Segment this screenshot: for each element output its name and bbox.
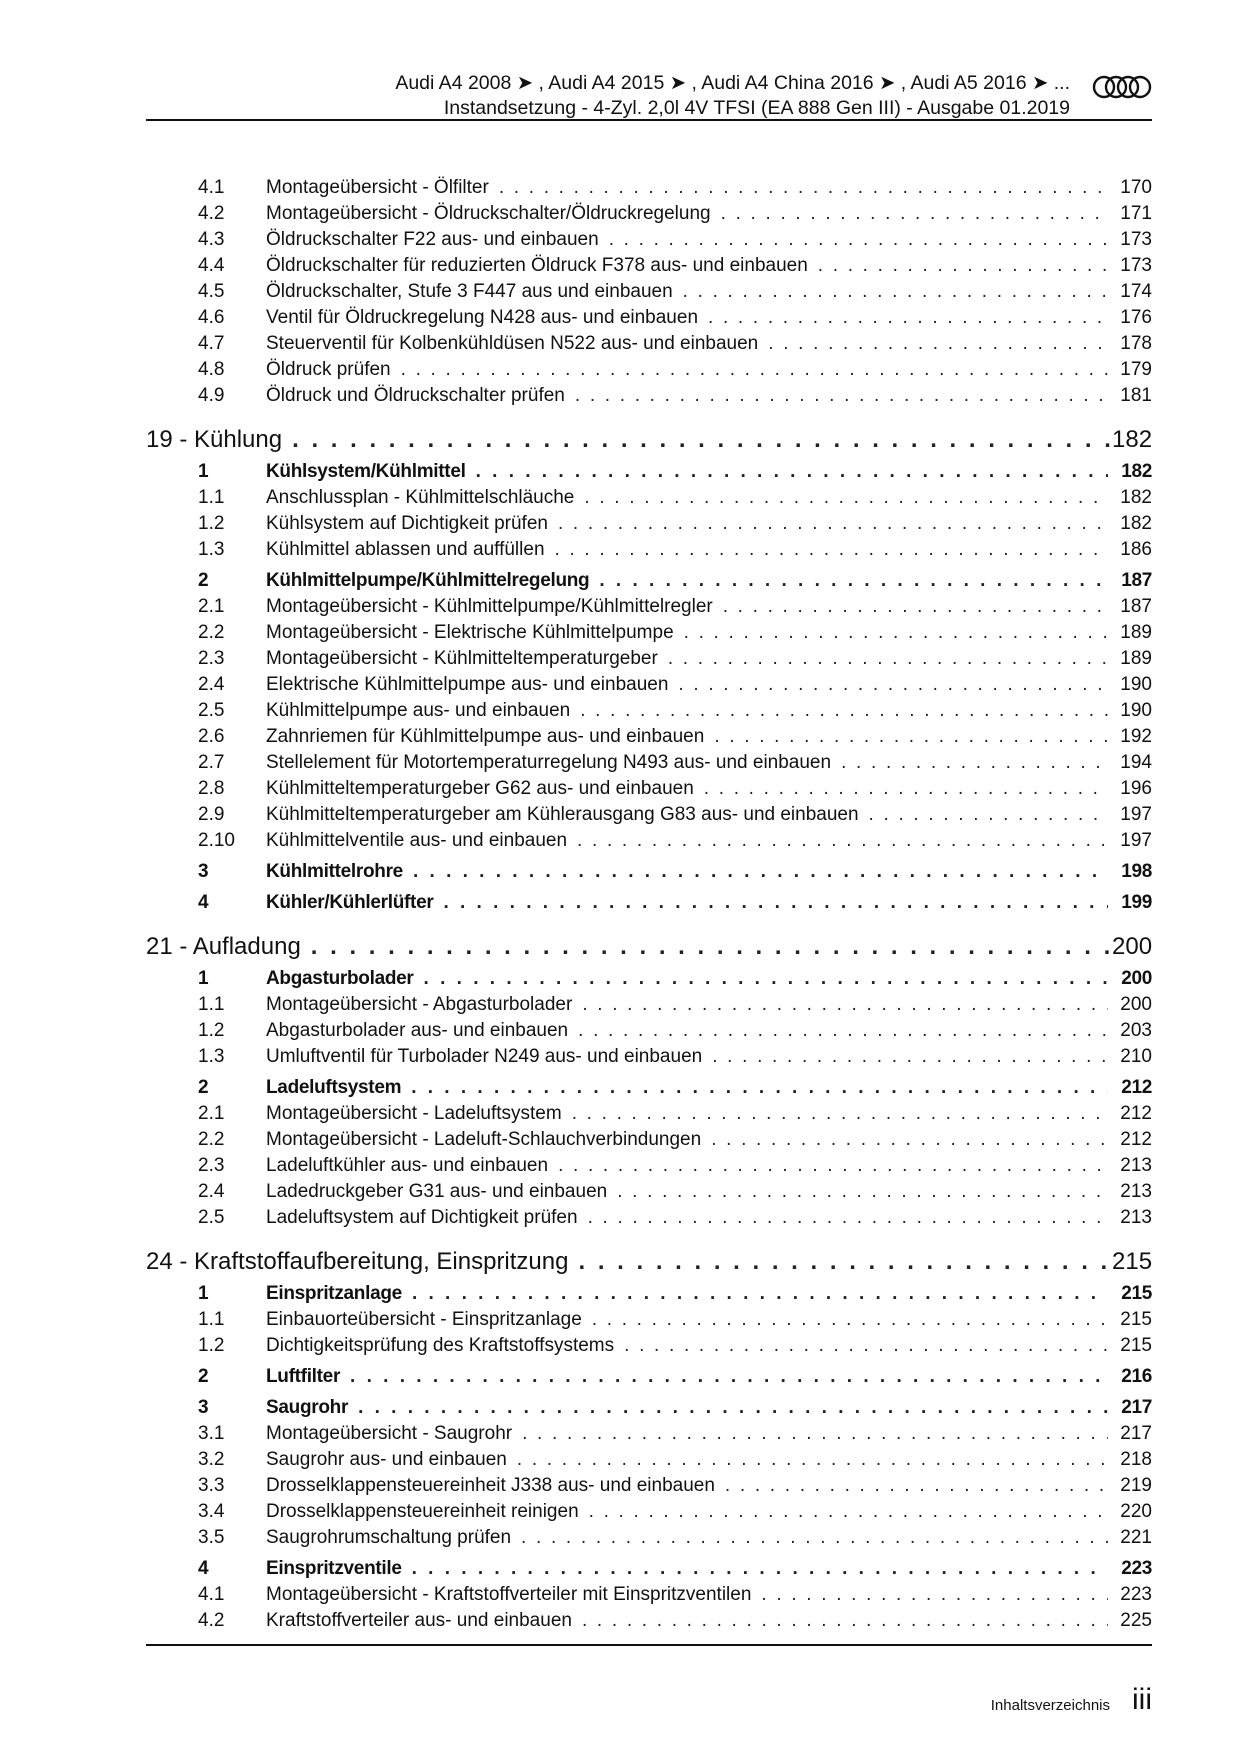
toc-entry-number: 2.1 <box>198 1103 225 1124</box>
toc-leader-dots <box>582 1610 1108 1632</box>
toc-subsection[interactable] <box>146 1473 1152 1499</box>
toc-subsection[interactable] <box>146 776 1152 802</box>
toc-leader-dots <box>588 1207 1108 1229</box>
toc-entry-title: Steuerventil für Kolbenkühldüsen N522 aus- und einbauen <box>266 333 759 354</box>
toc-entry-title: Öldruck und Öldruckschalter prüfen <box>266 385 565 406</box>
toc-section[interactable] <box>146 859 1152 885</box>
toc-entry-title: Kühlmittelventile aus- und einbauen <box>266 830 568 851</box>
toc-entry-title: Kühlmittelrohre <box>266 861 403 882</box>
toc-subsection[interactable] <box>146 1307 1152 1333</box>
toc-leader-dots <box>558 513 1108 535</box>
toc-entry-title: Montageübersicht - Kraftstoffverteiler mit Einspritzventilen <box>266 1584 752 1605</box>
toc-chapter[interactable] <box>146 933 1152 961</box>
toc-entry-page: 182 <box>1112 426 1153 453</box>
toc-entry-number: 3.1 <box>198 1423 225 1444</box>
toc-entry-page: 200 <box>1112 933 1153 960</box>
toc-leader-dots <box>580 700 1108 722</box>
toc-subsection[interactable] <box>146 1608 1152 1634</box>
toc-entry-number: 1 <box>198 1283 209 1304</box>
toc-entry-number: 1 <box>198 461 209 482</box>
toc-entry-number: 2.1 <box>198 596 225 617</box>
toc-entry-page: 212 <box>1120 1103 1152 1124</box>
toc-leader-dots <box>578 1020 1108 1042</box>
toc-entry-title: Montageübersicht - Kühlmitteltemperaturgeber <box>266 648 658 669</box>
toc-entry-title: Abgasturbolader <box>266 968 414 989</box>
toc-entry-title: Montageübersicht - Elektrische Kühlmittelpumpe <box>266 622 674 643</box>
toc-entry-title: Anschlussplan - Kühlmittelschläuche <box>266 487 575 508</box>
toc-entry-page: 194 <box>1120 752 1152 773</box>
toc-entry-title: Ladedruckgeber G31 aus- und einbauen <box>266 1181 608 1202</box>
toc-leader-dots <box>721 203 1108 225</box>
toc-entry-page: 190 <box>1120 700 1152 721</box>
toc-entry-title: Zahnriemen für Kühlmittelpumpe aus- und einbauen <box>266 726 705 747</box>
header-divider <box>146 119 1152 121</box>
toc-subsection[interactable] <box>146 646 1152 672</box>
toc-entry-number: 4 <box>198 1558 209 1579</box>
toc-entry-title: Dichtigkeitsprüfung des Kraftstoffsystems <box>266 1335 615 1356</box>
toc-entry-page: 174 <box>1120 281 1152 302</box>
toc-entry-number: 4.1 <box>198 177 225 198</box>
toc-entry-page: 215 <box>1120 1309 1152 1330</box>
toc-entry-number: 2 <box>198 1366 209 1387</box>
toc-entry-page: 212 <box>1120 1129 1152 1150</box>
toc-entry-title: Öldruckschalter für reduzierten Öldruck F378 aus- und einbauen <box>266 255 808 276</box>
toc-entry-title: Öldruckschalter F22 aus- und einbauen <box>266 229 599 250</box>
toc-entry-number: 3.4 <box>198 1501 225 1522</box>
toc-entry-number: 2.8 <box>198 778 225 799</box>
toc-entry-number: 1.1 <box>198 994 225 1015</box>
toc-entry-number: 4.1 <box>198 1584 225 1605</box>
toc-leader-dots <box>592 1309 1108 1331</box>
toc-leader-dots <box>401 359 1108 381</box>
toc-entry-number: 1.2 <box>198 513 225 534</box>
toc-entry-number: 4 <box>198 892 209 913</box>
toc-leader-dots <box>725 1475 1108 1497</box>
toc-leader-dots <box>869 804 1108 826</box>
toc-subsection[interactable] <box>146 253 1152 279</box>
toc-subsection[interactable] <box>146 992 1152 1018</box>
toc-entry-page: 212 <box>1121 1077 1152 1098</box>
toc-leader-dots <box>589 1501 1108 1523</box>
toc-subsection[interactable] <box>146 672 1152 698</box>
toc-subsection[interactable] <box>146 1044 1152 1070</box>
toc-entry-title: Öldruckschalter, Stufe 3 F447 aus und einbauen <box>266 281 673 302</box>
toc-leader-dots <box>582 994 1108 1016</box>
toc-entry-page: 220 <box>1120 1501 1152 1522</box>
toc-entry-title: Stellelement für Motortemperaturregelung N493 aus- und einbauen <box>266 752 832 773</box>
toc-entry-title: Elektrische Kühlmittelpumpe aus- und einbauen <box>266 674 669 695</box>
toc-entry-number: 2.9 <box>198 804 225 825</box>
toc-section[interactable] <box>146 1395 1152 1421</box>
toc-entry-page: 173 <box>1120 229 1152 250</box>
toc-entry-title: Kühlmittel ablassen und auffüllen <box>266 539 545 560</box>
toc-leader-dots <box>624 1335 1108 1357</box>
toc-entry-title: Saugrohrumschaltung prüfen <box>266 1527 512 1548</box>
toc-subsection[interactable] <box>146 1333 1152 1359</box>
toc-leader-dots <box>411 1077 1108 1099</box>
toc-entry-title: 21 - Aufladung <box>146 933 301 960</box>
toc-entry-title: Drosselklappensteuereinheit reinigen <box>266 1501 579 1522</box>
toc-entry-page: 199 <box>1121 892 1152 913</box>
toc-leader-dots <box>522 1423 1108 1445</box>
toc-entry-page: 213 <box>1120 1155 1152 1176</box>
toc-entry-number: 2.5 <box>198 700 225 721</box>
toc-entry-number: 2.4 <box>198 1181 225 1202</box>
toc-entry-page: 189 <box>1120 622 1152 643</box>
toc-leader-dots <box>577 830 1108 852</box>
toc-entry-title: 19 - Kühlung <box>146 426 283 453</box>
toc-section[interactable] <box>146 1364 1152 1390</box>
toc-entry-page: 187 <box>1120 596 1152 617</box>
toc-entry-title: Montageübersicht - Ladeluftsystem <box>266 1103 562 1124</box>
toc-leader-dots <box>292 426 1112 454</box>
toc-entry-title: 24 - Kraftstoffaufbereitung, Einspritzung <box>146 1248 569 1275</box>
toc-leader-dots <box>704 778 1108 800</box>
toc-entry-page: 215 <box>1112 1248 1153 1275</box>
toc-entry-number: 1.3 <box>198 1046 225 1067</box>
toc-entry-page: 171 <box>1120 203 1152 224</box>
toc-leader-dots <box>517 1449 1108 1471</box>
toc-subsection[interactable] <box>146 802 1152 828</box>
toc-subsection[interactable] <box>146 1525 1152 1551</box>
toc-entry-title: Montageübersicht - Öldruckschalter/Öldruckregelung <box>266 203 711 224</box>
toc-entry-page: 186 <box>1120 539 1152 560</box>
toc-entry-number: 2.2 <box>198 622 225 643</box>
toc-subsection[interactable] <box>146 357 1152 383</box>
toc-leader-dots <box>578 1248 1112 1276</box>
toc-entry-page: 218 <box>1120 1449 1152 1470</box>
toc-leader-dots <box>358 1397 1108 1419</box>
toc-entry-page: 170 <box>1120 177 1152 198</box>
toc-entry-page: 192 <box>1120 726 1152 747</box>
toc-subsection[interactable] <box>146 698 1152 724</box>
toc-entry-number: 4.4 <box>198 255 225 276</box>
toc-entry-title: Ladeluftsystem auf Dichtigkeit prüfen <box>266 1207 578 1228</box>
toc-entry-number: 3.2 <box>198 1449 225 1470</box>
toc-entry-page: 197 <box>1120 830 1152 851</box>
toc-leader-dots <box>684 622 1108 644</box>
toc-entry-title: Abgasturbolader aus- und einbauen <box>266 1020 569 1041</box>
toc-chapter[interactable] <box>146 426 1152 454</box>
toc-subsection[interactable] <box>146 305 1152 331</box>
toc-entry-number: 3 <box>198 1397 209 1418</box>
toc-section[interactable] <box>146 966 1152 992</box>
toc-entry-page: 213 <box>1120 1181 1152 1202</box>
toc-entry-title: Montageübersicht - Ladeluft-Schlauchverbindungen <box>266 1129 702 1150</box>
toc-leader-dots <box>558 1155 1108 1177</box>
toc-leader-dots <box>841 752 1108 774</box>
toc-entry-number: 1.3 <box>198 539 225 560</box>
toc-entry-number: 1 <box>198 968 209 989</box>
toc-leader-dots <box>499 177 1108 199</box>
toc-leader-dots <box>708 307 1108 329</box>
toc-leader-dots <box>668 648 1108 670</box>
toc-leader-dots <box>476 461 1108 483</box>
toc-entry-page: 189 <box>1120 648 1152 669</box>
toc-subsection[interactable] <box>146 724 1152 750</box>
toc-leader-dots <box>521 1527 1108 1549</box>
toc-entry-number: 1.1 <box>198 1309 225 1330</box>
toc-entry-title: Kühlmittelpumpe aus- und einbauen <box>266 700 571 721</box>
toc-chapter[interactable] <box>146 1248 1152 1276</box>
toc-subsection[interactable] <box>146 620 1152 646</box>
toc-section[interactable] <box>146 568 1152 594</box>
toc-subsection[interactable] <box>146 331 1152 357</box>
toc-entry-title: Öldruck prüfen <box>266 359 391 380</box>
toc-leader-dots <box>424 968 1108 990</box>
toc-leader-dots <box>413 861 1108 883</box>
toc-entry-page: 176 <box>1120 307 1152 328</box>
header-subtitle: Instandsetzung - 4-Zyl. 2,0l 4V TFSI (EA 888 Gen III) - Ausgabe 01.2019 <box>443 97 1070 119</box>
toc-entry-title: Ladeluftkühler aus- und einbauen <box>266 1155 549 1176</box>
toc-entry-page: 182 <box>1121 461 1152 482</box>
toc-subsection[interactable] <box>146 1179 1152 1205</box>
toc-entry-page: 203 <box>1120 1020 1152 1041</box>
toc-entry-number: 1.2 <box>198 1020 225 1041</box>
toc-leader-dots <box>617 1181 1108 1203</box>
toc-entry-page: 215 <box>1121 1283 1152 1304</box>
toc-entry-title: Kühlmitteltemperaturgeber G62 aus- und einbauen <box>266 778 694 799</box>
toc-entry-page: 190 <box>1120 674 1152 695</box>
toc-entry-title: Ventil für Öldruckregelung N428 aus- und einbauen <box>266 307 699 328</box>
toc-entry-number: 4.9 <box>198 385 225 406</box>
toc-subsection[interactable] <box>146 201 1152 227</box>
toc-entry-page: 217 <box>1121 1397 1152 1418</box>
toc-subsection[interactable] <box>146 1499 1152 1525</box>
toc-subsection[interactable] <box>146 485 1152 511</box>
toc-leader-dots <box>599 570 1108 592</box>
toc-entry-page: 178 <box>1120 333 1152 354</box>
header-models: Audi A4 2008 ➤ , Audi A4 2015 ➤ , Audi A4 China 2016 ➤ , Audi A5 2016 ➤ ... <box>395 72 1070 94</box>
toc-leader-dots <box>723 596 1108 618</box>
toc-entry-title: Kühlsystem/Kühlmittel <box>266 461 466 482</box>
toc-entry-page: 225 <box>1120 1610 1152 1631</box>
audi-logo-icon <box>1092 74 1152 100</box>
toc-entry-page: 223 <box>1121 1558 1152 1579</box>
toc-entry-page: 200 <box>1120 994 1152 1015</box>
toc-subsection[interactable] <box>146 1018 1152 1044</box>
toc-subsection[interactable] <box>146 1447 1152 1473</box>
toc-entry-title: Saugrohr <box>266 1397 349 1418</box>
toc-entry-number: 2.7 <box>198 752 225 773</box>
toc-entry-number: 2.3 <box>198 1155 225 1176</box>
toc-entry-page: 213 <box>1120 1207 1152 1228</box>
toc-leader-dots <box>711 1129 1108 1151</box>
toc-entry-number: 4.3 <box>198 229 225 250</box>
toc-entry-page: 182 <box>1120 513 1152 534</box>
toc-subsection[interactable] <box>146 279 1152 305</box>
toc-entry-title: Luftfilter <box>266 1366 341 1387</box>
toc-entry-number: 1.1 <box>198 487 225 508</box>
toc-entry-number: 4.5 <box>198 281 225 302</box>
toc-entry-title: Kühlmittelpumpe/Kühlmittelregelung <box>266 570 590 591</box>
toc-subsection[interactable] <box>146 750 1152 776</box>
toc-entry-number: 2 <box>198 570 209 591</box>
toc-leader-dots <box>584 487 1108 509</box>
toc-entry-number: 4.7 <box>198 333 225 354</box>
toc-entry-number: 3.3 <box>198 1475 225 1496</box>
toc-leader-dots <box>818 255 1108 277</box>
toc-subsection[interactable] <box>146 537 1152 563</box>
toc-entry-number: 3 <box>198 861 209 882</box>
toc-leader-dots <box>712 1046 1108 1068</box>
toc-section[interactable] <box>146 890 1152 916</box>
toc-subsection[interactable] <box>146 1205 1152 1231</box>
toc-entry-number: 4.6 <box>198 307 225 328</box>
toc-entry-title: Ladeluftsystem <box>266 1077 402 1098</box>
toc-entry-title: Kraftstoffverteiler aus- und einbauen <box>266 1610 572 1631</box>
toc-entry-title: Montageübersicht - Ölfilter <box>266 177 489 198</box>
toc-leader-dots <box>714 726 1108 748</box>
toc-section[interactable] <box>146 1281 1152 1307</box>
toc-subsection[interactable] <box>146 511 1152 537</box>
toc-entry-page: 182 <box>1120 487 1152 508</box>
toc-leader-dots <box>572 1103 1108 1125</box>
toc-entry-number: 4.8 <box>198 359 225 380</box>
toc-entry-number: 2.3 <box>198 648 225 669</box>
toc-subsection[interactable] <box>146 1421 1152 1447</box>
toc-section[interactable] <box>146 1075 1152 1101</box>
toc-entry-page: 210 <box>1120 1046 1152 1067</box>
toc-subsection[interactable] <box>146 1127 1152 1153</box>
toc-entry-page: 187 <box>1121 570 1152 591</box>
toc-leader-dots <box>412 1283 1108 1305</box>
toc-entry-page: 215 <box>1120 1335 1152 1356</box>
toc-subsection[interactable] <box>146 1582 1152 1608</box>
toc-entry-number: 3.5 <box>198 1527 225 1548</box>
toc-leader-dots <box>609 229 1108 251</box>
toc-entry-number: 4.2 <box>198 1610 225 1631</box>
toc-subsection[interactable] <box>146 383 1152 409</box>
toc-entry-page: 221 <box>1120 1527 1152 1548</box>
toc-leader-dots <box>350 1366 1108 1388</box>
toc-entry-page: 219 <box>1120 1475 1152 1496</box>
toc-entry-page: 197 <box>1120 804 1152 825</box>
toc-entry-number: 1.2 <box>198 1335 225 1356</box>
toc-entry-page: 223 <box>1120 1584 1152 1605</box>
toc-subsection[interactable] <box>146 175 1152 201</box>
toc-entry-title: Montageübersicht - Abgasturbolader <box>266 994 573 1015</box>
toc-entry-page: 217 <box>1120 1423 1152 1444</box>
footer-divider <box>146 1644 1152 1646</box>
toc-leader-dots <box>412 1558 1108 1580</box>
toc-entry-number: 4.2 <box>198 203 225 224</box>
toc-subsection[interactable] <box>146 1153 1152 1179</box>
toc-leader-dots <box>443 892 1108 914</box>
toc-entry-title: Einspritzventile <box>266 1558 402 1579</box>
toc-subsection[interactable] <box>146 1101 1152 1127</box>
toc-entry-number: 2.10 <box>198 830 235 851</box>
footer-section-label: Inhaltsverzeichnis <box>990 1697 1110 1714</box>
toc-leader-dots <box>683 281 1108 303</box>
toc-leader-dots <box>555 539 1108 561</box>
toc-entry-title: Montageübersicht - Saugrohr <box>266 1423 513 1444</box>
toc-entry-page: 200 <box>1121 968 1152 989</box>
toc-entry-page: 198 <box>1121 861 1152 882</box>
toc-leader-dots <box>311 933 1112 961</box>
toc-entry-number: 2.2 <box>198 1129 225 1150</box>
toc-leader-dots <box>768 333 1108 355</box>
toc-leader-dots <box>575 385 1108 407</box>
toc-leader-dots <box>761 1584 1108 1606</box>
toc-entry-page: 181 <box>1120 385 1152 406</box>
toc-entry-title: Saugrohr aus- und einbauen <box>266 1449 507 1470</box>
toc-entry-title: Einspritzanlage <box>266 1283 402 1304</box>
toc-entry-title: Kühlmitteltemperaturgeber am Kühlerausgang G83 aus- und einbauen <box>266 804 859 825</box>
toc-entry-page: 216 <box>1121 1366 1152 1387</box>
toc-entry-title: Montageübersicht - Kühlmittelpumpe/Kühlmittelregler <box>266 596 713 617</box>
toc-subsection[interactable] <box>146 594 1152 620</box>
toc-entry-title: Drosselklappensteuereinheit J338 aus- und einbauen <box>266 1475 715 1496</box>
toc-entry-title: Einbauorteübersicht - Einspritzanlage <box>266 1309 582 1330</box>
footer-page-number: iii <box>1132 1683 1152 1716</box>
toc-entry-title: Kühlsystem auf Dichtigkeit prüfen <box>266 513 548 534</box>
toc-entry-title: Umluftventil für Turbolader N249 aus- und einbauen <box>266 1046 703 1067</box>
toc-subsection[interactable] <box>146 828 1152 854</box>
toc-entry-number: 2 <box>198 1077 209 1098</box>
toc-entry-page: 173 <box>1120 255 1152 276</box>
toc-leader-dots <box>678 674 1108 696</box>
toc-entry-number: 2.4 <box>198 674 225 695</box>
toc-entry-page: 196 <box>1120 778 1152 799</box>
table-of-contents <box>146 175 1152 1634</box>
toc-entry-page: 179 <box>1120 359 1152 380</box>
toc-entry-title: Kühler/Kühlerlüfter <box>266 892 434 913</box>
toc-section[interactable] <box>146 459 1152 485</box>
toc-entry-number: 2.6 <box>198 726 225 747</box>
toc-subsection[interactable] <box>146 227 1152 253</box>
toc-section[interactable] <box>146 1556 1152 1582</box>
toc-entry-number: 2.5 <box>198 1207 225 1228</box>
